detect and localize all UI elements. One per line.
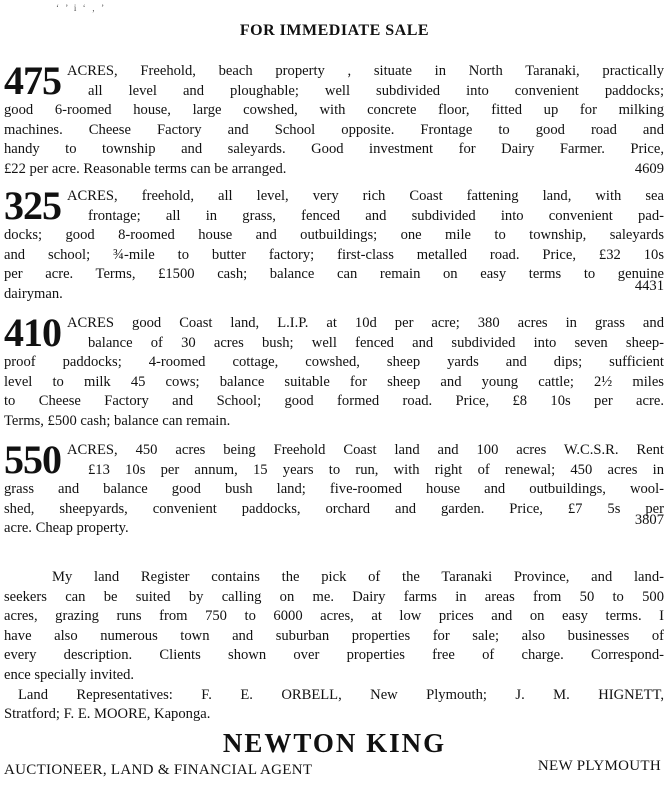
listing-line: £22 per acre. Reasonable terms can be arranged. xyxy=(4,160,287,177)
register-line: My land Register contains the pick of the Taranaki Province, and land- xyxy=(52,569,664,585)
listing-line: shed, sheepyards, convenient paddocks, orchard and garden. Price, £7 5s per xyxy=(4,500,664,517)
register-line: seekers can be suited by calling on me. Dairy farms in areas from 50 to 500 xyxy=(4,588,664,605)
listing-line: per acre. Terms, £1500 cash; balance can remain on easy terms to genuine xyxy=(4,266,664,283)
listing-acreage-number: 550 xyxy=(4,437,61,482)
listing-line: proof paddocks; 4-roomed cottage, cowshed, sheep yards and dips; sufficient xyxy=(4,354,664,371)
listing-line: machines. Cheese Factory and School opposite. Frontage to good road and xyxy=(4,121,664,138)
register-line: acres, grazing runs from 750 to 6000 acres, at low prices and on easy terms. I xyxy=(4,608,664,625)
listing-line: Terms, £500 cash; balance can remain. xyxy=(4,412,231,429)
page-corner-mark: ‘ ’ i ‘ ‚ ’ xyxy=(56,3,107,13)
listing-line: ACRES, freehold, all level, very rich Coast fattening land, with sea xyxy=(67,188,664,204)
listing-550 xyxy=(4,437,664,539)
register-line: have also numerous town and suburban properties for sale; also businesses of xyxy=(4,627,664,644)
register-line: every description. Clients shown over properties free of charge. Correspond- xyxy=(4,647,664,664)
listing-325 xyxy=(4,183,664,305)
listing-acreage-number: 410 xyxy=(4,310,61,355)
listing-line: handy to township and saleyards. Good investment for Dairy Farmer. Price, xyxy=(4,141,664,158)
listing-line: balance of 30 acres bush; well fenced and subdivided into seven sheep- xyxy=(88,334,664,351)
business-description: AUCTIONEER, LAND & FINANCIAL AGENT xyxy=(4,762,313,778)
land-representatives-line: Land Representatives: F. E. ORBELL, New Plymouth; J. M. HIGNETT, xyxy=(18,686,664,703)
listing-line: all level and ploughable; well subdivided into convenient paddocks; xyxy=(88,82,664,99)
listing-line: frontage; all in grass, fenced and subdivided into convenient pad- xyxy=(88,207,664,224)
register-line: ence specially invited. xyxy=(4,666,135,683)
listing-reference-number: 4609 xyxy=(634,160,664,177)
listing-acreage-number: 475 xyxy=(4,58,61,103)
register-paragraph xyxy=(4,568,664,725)
listing-line: dairyman. xyxy=(4,285,63,302)
listing-reference-number: 3807 xyxy=(634,512,664,529)
ad-heading: FOR IMMEDIATE SALE xyxy=(239,22,430,39)
listing-line: ACRES, 450 acres being Freehold Coast land and 100 acres W.C.S.R. Rent xyxy=(67,442,664,458)
listing-line: to Cheese Factory and School; good formed road. Price, £8 10s per acre. xyxy=(4,393,664,410)
business-town: NEW PLYMOUTH xyxy=(537,758,661,774)
listing-475 xyxy=(4,58,664,180)
listing-line: ACRES good Coast land, L.I.P. at 10d per acre; 380 acres in grass and xyxy=(67,315,664,331)
listing-line: acre. Cheap property. xyxy=(4,520,129,537)
listing-line: £13 10s per annum, 15 years to run, with right of renewal; 450 acres in xyxy=(88,461,664,478)
land-representatives-line: Stratford; F. E. MOORE, Kaponga. xyxy=(4,706,211,723)
listing-line: grass and balance good bush land; five-roomed house and outbuildings, wool- xyxy=(4,481,664,498)
listing-reference-number: 4431 xyxy=(634,277,664,294)
listing-line: level to milk 45 cows; balance suitable for sheep and young cattle; 2½ miles xyxy=(4,373,664,390)
listing-line: ACRES, Freehold, beach property , situate in North Taranaki, practically xyxy=(67,63,664,79)
listing-410 xyxy=(4,310,664,432)
business-name: NEWTON KING xyxy=(222,728,447,758)
listing-line: docks; good 8-roomed house and outbuildings; one mile to township, saleyards xyxy=(4,227,664,244)
listing-line: good 6-roomed house, large cowshed, with concrete floor, fitted up for milking xyxy=(4,102,664,119)
listing-line: and school; ¾-mile to butter factory; first-class metalled road. Price, £32 10s xyxy=(4,246,664,263)
listing-acreage-number: 325 xyxy=(4,183,61,228)
